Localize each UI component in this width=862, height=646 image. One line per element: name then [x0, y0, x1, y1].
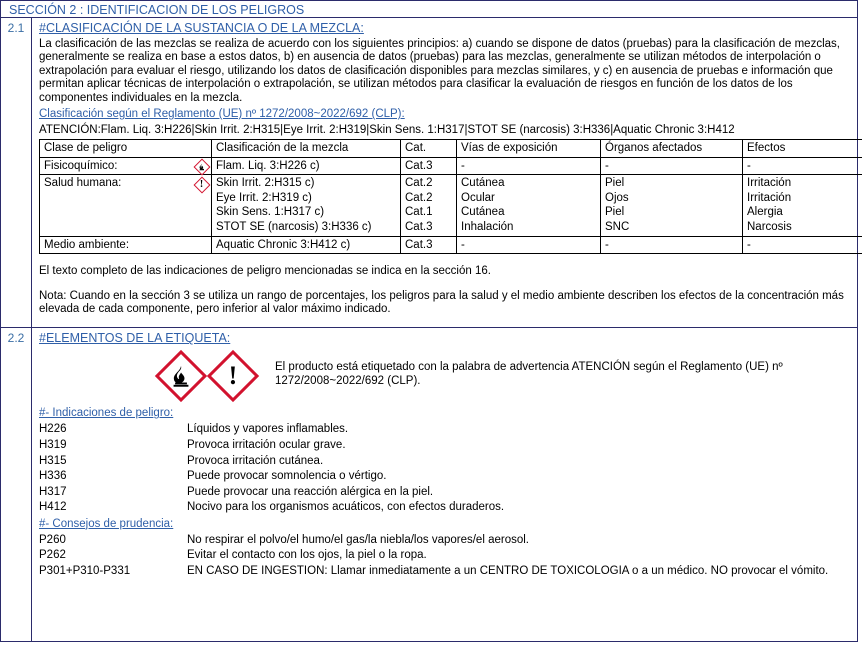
- precaution-text: EN CASO DE INGESTION: Llamar inmediatamente a un CENTRO DE TOXICOLOGIA o a un médico. NO provocar el vómito.: [187, 565, 829, 578]
- category-item: Cat.3: [405, 238, 433, 251]
- list-item: [39, 422, 851, 438]
- th-vias-exposicion: Vías de exposición: [457, 140, 601, 158]
- cell-category: [401, 236, 457, 254]
- route-item: -: [461, 238, 465, 251]
- cell-classification: [212, 236, 401, 254]
- category-item: Cat.2: [405, 191, 433, 204]
- cell-organs: [601, 175, 743, 236]
- list-item: [39, 500, 851, 516]
- cell-category: [401, 175, 457, 236]
- effect-item: Narcosis: [747, 220, 792, 233]
- cell-route: [457, 157, 601, 175]
- table-row: [40, 236, 862, 254]
- organ-item: Ojos: [605, 191, 629, 204]
- cell-category: [401, 157, 457, 175]
- cell-effects: [743, 175, 862, 236]
- route-item: Cutánea: [461, 177, 505, 190]
- organ-item: SNC: [605, 220, 630, 233]
- classification-intro-paragraph: La clasificación de las mezclas se realiza de acuerdo con los siguientes principios: a) cuando se dispone de datos (pruebas) para la clasificación de mezclas, generalmente se realiza en base a estos datos, b) en ausencia de datos (pruebas) para las mezclas, generalmente se utilizan métodos de interpolación o extrapolación para evaluar el riesgo, utilizando los datos de clasificación disponibles para mezclas similares, y c) en ausencia de pruebas e información que permitan aplicar técnicas de interpolación o extrapolación, se utilizan métodos para clasificar la evaluación de riesgos en función de los datos de los componentes individuales en la mezcla.: [39, 38, 840, 104]
- hazard-code: H412: [39, 501, 67, 514]
- clp-summary-line: ATENCIÓN:Flam. Liq. 3:H226|Skin Irrit. 2:H315|Eye Irrit. 2:H319|Skin Sens. 1:H317|STOT SE (narcosis) 3:H336|Aquatic Chronic 3:H412: [39, 124, 735, 137]
- hazard-class-label: Salud humana:: [44, 177, 122, 190]
- th-clasificacion-mezcla: Clasificación de la mezcla: [212, 140, 401, 158]
- cell-hazard-class: [40, 157, 212, 175]
- effect-item: Alergia: [747, 206, 783, 219]
- precaution-code: P262: [39, 549, 66, 562]
- organ-item: Piel: [605, 177, 625, 190]
- hazard-code: H336: [39, 470, 67, 483]
- list-item: [39, 533, 851, 549]
- exclamation-icon: !: [207, 350, 259, 402]
- hazard-text: Provoca irritación cutánea.: [187, 454, 324, 467]
- precaution-text: Evitar el contacto con los ojos, la piel o la ropa.: [187, 549, 427, 562]
- hazard-text: Líquidos y vapores inflamables.: [187, 423, 349, 436]
- precaution-text: No respirar el polvo/el humo/el gas/la niebla/los vapores/el aerosol.: [187, 533, 529, 546]
- organ-item: -: [605, 159, 609, 172]
- section-title: SECCIÓN 2 : IDENTIFICACION DE LOS PELIGROS: [9, 3, 305, 17]
- hazard-text: Provoca irritación ocular grave.: [187, 438, 346, 451]
- section-content-2-2: [32, 328, 857, 641]
- label-pictogram-block: [39, 350, 851, 402]
- effect-item: Irritación: [747, 191, 792, 204]
- classification-footnote-1: El texto completo de las indicaciones de peligro mencionadas se indica en la sección 16.: [39, 265, 491, 278]
- heading-clasificacion: #CLASIFICACIÓN DE LA SUSTANCIA O DE LA MEZCLA:: [39, 21, 364, 35]
- section-content-2-1: [32, 18, 857, 327]
- route-item: -: [461, 159, 465, 172]
- pictogram-group: [39, 350, 275, 402]
- hazard-text: Puede provocar somnolencia o vértigo.: [187, 470, 387, 483]
- section-header-bar: [1, 1, 857, 18]
- table-header-row: [40, 140, 862, 158]
- th-clase-peligro: Clase de peligro: [40, 140, 212, 158]
- classification-item: Flam. Liq. 3:H226 c): [216, 159, 320, 172]
- route-item: Cutánea: [461, 206, 505, 219]
- section-row-2-2: [1, 328, 857, 641]
- route-item: Ocular: [461, 191, 495, 204]
- hazard-classification-table: [39, 139, 862, 254]
- clp-subheading: Clasificación según el Reglamento (UE) nº 1272/2008~2022/692 (CLP):: [39, 108, 405, 121]
- classification-item: Aquatic Chronic 3:H412 c): [216, 238, 351, 251]
- cell-hazard-class: [40, 236, 212, 254]
- heading-elementos-etiqueta: #ELEMENTOS DE LA ETIQUETA:: [39, 331, 231, 346]
- list-item: [39, 438, 851, 454]
- organ-item: Piel: [605, 206, 625, 219]
- precaution-code: P260: [39, 533, 66, 546]
- classification-item: Skin Sens. 1:H317 c): [216, 206, 325, 219]
- cell-effects: [743, 236, 862, 254]
- effect-item: -: [747, 159, 751, 172]
- th-cat: Cat.: [401, 140, 457, 158]
- precautionary-statements-heading: #- Consejos de prudencia:: [39, 517, 174, 530]
- category-item: Cat.3: [405, 220, 433, 233]
- cell-organs: [601, 157, 743, 175]
- organ-item: -: [605, 238, 609, 251]
- hazard-code: H315: [39, 454, 67, 467]
- table-row: [40, 157, 862, 175]
- category-item: Cat.1: [405, 206, 433, 219]
- section-number-2-2: 2.2: [1, 328, 32, 641]
- hazard-class-label: Medio ambiente:: [44, 238, 130, 251]
- cell-effects: [743, 157, 862, 175]
- classification-footnote-2: Nota: Cuando en la sección 3 se utiliza un rango de porcentajes, los peligros para la salud y el medio ambiente describen los efectos de la concentración más elevada de cada componente, pero inferior al valor máximo indicado.: [39, 289, 844, 315]
- hazard-class-label: Fisicoquímico:: [44, 159, 118, 172]
- table-row: [40, 175, 862, 236]
- classification-item: Eye Irrit. 2:H319 c): [216, 191, 312, 204]
- hazard-text: Puede provocar una reacción alérgica en la piel.: [187, 485, 434, 498]
- effect-item: Irritación: [747, 177, 792, 190]
- cell-route: [457, 175, 601, 236]
- list-item: [39, 485, 851, 501]
- precaution-code: P301+P310-P331: [39, 565, 131, 578]
- category-item: Cat.3: [405, 159, 433, 172]
- route-item: Inhalación: [461, 220, 514, 233]
- hazard-statements-heading: #- Indicaciones de peligro:: [39, 407, 174, 420]
- cell-classification: [212, 175, 401, 236]
- list-item: [39, 454, 851, 470]
- cell-classification: [212, 157, 401, 175]
- list-item: [39, 564, 851, 580]
- effect-item: -: [747, 238, 751, 251]
- th-efectos: Efectos: [743, 140, 862, 158]
- classification-item: Skin Irrit. 2:H315 c): [216, 177, 315, 190]
- flame-icon: [155, 350, 207, 402]
- hazard-code: H319: [39, 438, 67, 451]
- classification-item: STOT SE (narcosis) 3:H336 c): [216, 220, 372, 233]
- cell-route: [457, 236, 601, 254]
- section-row-2-1: [1, 18, 857, 328]
- hazard-code: H226: [39, 423, 67, 436]
- precautionary-statements-list: [39, 533, 851, 580]
- hazard-statements-list: [39, 422, 851, 516]
- exclamation-icon: !: [193, 176, 210, 198]
- list-item: [39, 469, 851, 485]
- section-number-2-1: 2.1: [1, 18, 32, 327]
- hazard-code: H317: [39, 485, 67, 498]
- cell-organs: [601, 236, 743, 254]
- hazard-text: Nocivo para los organismos acuáticos, con efectos duraderos.: [187, 501, 505, 514]
- cell-hazard-class: [40, 175, 212, 236]
- signal-word-text: El producto está etiquetado con la palabra de advertencia ATENCIÓN según el Reglamento (UE) nº 1272/2008~2022/692 (CLP).: [275, 361, 783, 388]
- category-item: Cat.2: [405, 177, 433, 190]
- list-item: [39, 548, 851, 564]
- th-organos-afectados: Órganos afectados: [601, 140, 743, 158]
